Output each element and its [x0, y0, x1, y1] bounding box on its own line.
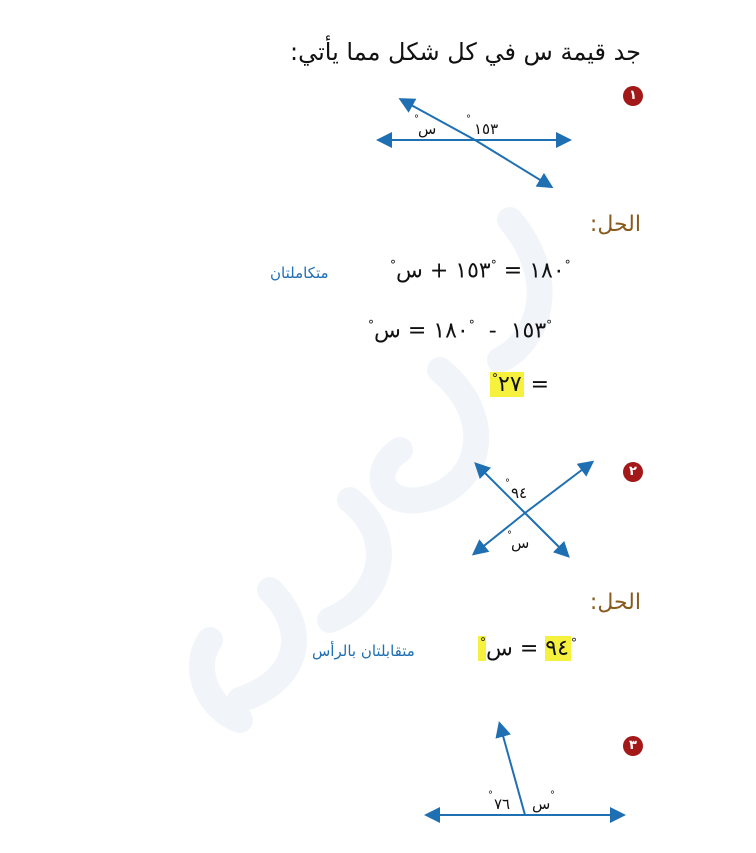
degree-mark: °: [570, 636, 577, 650]
eq-sign: =: [407, 318, 427, 344]
eq-value: ١٨٠: [529, 258, 565, 284]
note-vertical-angles: متقابلتان بالرأس: [312, 642, 415, 660]
line-a: [525, 513, 567, 555]
eq-variable: س: [396, 258, 423, 284]
transversal-line: [402, 100, 475, 140]
degree-mark: °: [564, 258, 571, 272]
degree-mark: °: [480, 636, 486, 650]
problem-number-badge: ٢: [623, 462, 643, 482]
degree-mark: °: [466, 114, 471, 125]
degree-mark: °: [505, 478, 510, 489]
degree-mark: °: [546, 318, 553, 332]
eq-value: ١٥٣: [455, 258, 491, 284]
answer-highlight: [490, 372, 524, 397]
degree-mark: °: [488, 790, 493, 801]
answer-value: ٩٤: [545, 636, 569, 662]
eq-operator: +: [429, 258, 449, 284]
eq-operator: -: [488, 318, 497, 344]
degree-mark: °: [550, 790, 555, 801]
eq-variable: س: [486, 636, 513, 662]
answer-value: ٢٧: [498, 372, 522, 398]
problem-2-figure: [465, 455, 600, 565]
angle-label-153: ١٥٣: [474, 120, 499, 138]
degree-mark: °: [368, 318, 374, 332]
solution-label: الحل:: [589, 212, 641, 237]
equation-line-1: [478, 636, 577, 661]
angle-label-x: س: [532, 795, 551, 813]
equation-line-2: [368, 318, 552, 343]
equation-line-1: [390, 258, 571, 283]
eq-value: ١٨٠: [433, 318, 469, 344]
eq-variable: س: [374, 318, 401, 344]
problem-3-figure: [420, 715, 630, 830]
degree-mark: °: [390, 258, 396, 272]
eq-sign: =: [503, 258, 523, 284]
eq-sign: =: [519, 636, 539, 662]
note-supplementary: متكاملتان: [270, 264, 329, 282]
page-title: جد قيمة س في كل شكل مما يأتي:: [289, 38, 641, 66]
angle-label-94: ٩٤: [511, 484, 528, 502]
problem-number-badge: ١: [623, 86, 643, 106]
line-b: [525, 463, 591, 513]
degree-mark: °: [507, 530, 512, 541]
degree-mark: °: [414, 114, 419, 125]
eq-value: ١٥٣: [510, 318, 547, 344]
degree-mark: °: [490, 258, 497, 272]
degree-mark: °: [492, 372, 498, 386]
angle-label-x: س: [418, 120, 437, 138]
transversal-line: [475, 140, 550, 186]
equation-line-3: [490, 372, 549, 397]
angle-label-76: ٧٦: [494, 795, 511, 813]
problem-number-badge: ٣: [623, 736, 643, 756]
problem-1-figure: [370, 90, 580, 195]
solution-label: الحل:: [589, 590, 641, 615]
eq-sign: =: [530, 372, 550, 398]
angle-label-x: س: [511, 534, 530, 552]
degree-mark: °: [468, 318, 475, 332]
